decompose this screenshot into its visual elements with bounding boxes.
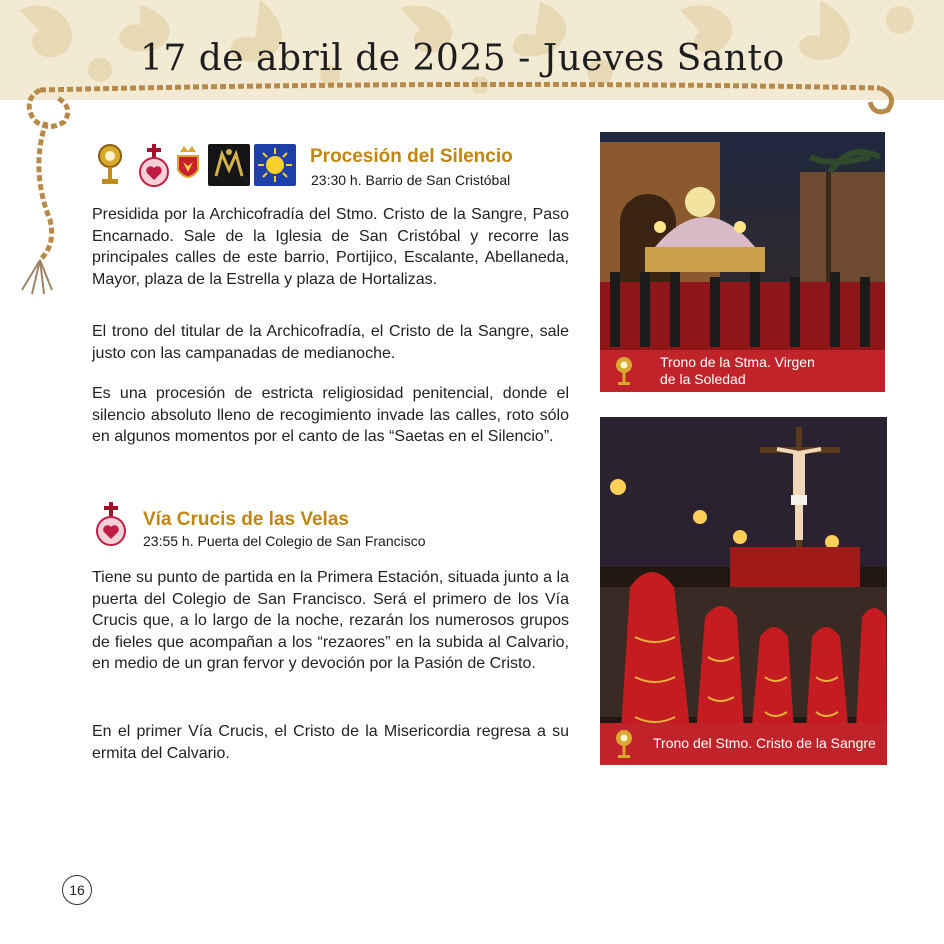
cross-heart-emblem xyxy=(94,500,128,548)
cross-heart-emblem xyxy=(137,142,171,188)
paragraph: Presidida por la Archicofradía del Stmo. Cristo de la Sangre, Paso Encarnado. Sale de la Iglesia de San Cristóbal y recorre las principales calles de este barrio, Portijico, Escalante, Abellaneda, Mayor, plaza de la Estrella y plaza de Hortalizas. xyxy=(92,206,569,288)
section-title-procesion-silencio: Procesión del Silencio xyxy=(310,146,513,167)
section-subtitle-procesion-silencio: 23:30 h. Barrio de San Cristóbal xyxy=(311,172,511,188)
paragraph: Es una procesión de estricta religiosidad penitencial, donde el silencio absoluto lleno de recogimiento invade las calles, roto sólo en algunos momentos por el canto de las “Saetas en el Silencio”. xyxy=(92,385,569,445)
page-number: 16 xyxy=(62,875,92,905)
monstrance-icon xyxy=(614,728,634,760)
photo-cristo-sangre xyxy=(600,417,887,765)
paragraph: El trono del titular de la Archicofradía, el Cristo de la Sangre, sale justo con las campanadas de medianoche. xyxy=(92,323,569,362)
crown-shield-emblem xyxy=(175,144,201,186)
photo-virgen-soledad xyxy=(600,132,885,392)
paragraph: Tiene su punto de partida en la Primera Estación, situada junto a la puerta del Colegio de San Francisco. Será el primero de los Vía Crucis que, a lo largo de la noche, rezarán los numerosos grupos de fieles que acompañan a los “rezaores” en la subida al Calvario, en medio de un gran fervor y devoción por la Pasión de Cristo. xyxy=(92,569,569,672)
sun-emblem xyxy=(254,144,296,186)
page-title: 17 de abril de 2025 - Jueves Santo xyxy=(140,38,785,79)
monstrance-emblem xyxy=(97,142,123,186)
photo-caption xyxy=(600,723,887,765)
section-title-via-crucis: Vía Crucis de las Velas xyxy=(143,509,349,530)
caption-line: de la Soledad xyxy=(660,371,746,387)
caption-line: Trono de la Stma. Virgen xyxy=(660,354,815,370)
section-subtitle-via-crucis: 23:55 h. Puerta del Colegio de San Francisco xyxy=(143,533,426,549)
photo-caption xyxy=(600,350,885,392)
caption-line: Trono del Stmo. Cristo de la Sangre xyxy=(653,735,876,751)
monogram-emblem xyxy=(208,144,250,186)
procession-illustration xyxy=(600,417,887,765)
monstrance-icon xyxy=(614,355,634,387)
paragraph: En el primer Vía Crucis, el Cristo de la Misericordia regresa a su ermita del Calvario. xyxy=(92,723,569,762)
